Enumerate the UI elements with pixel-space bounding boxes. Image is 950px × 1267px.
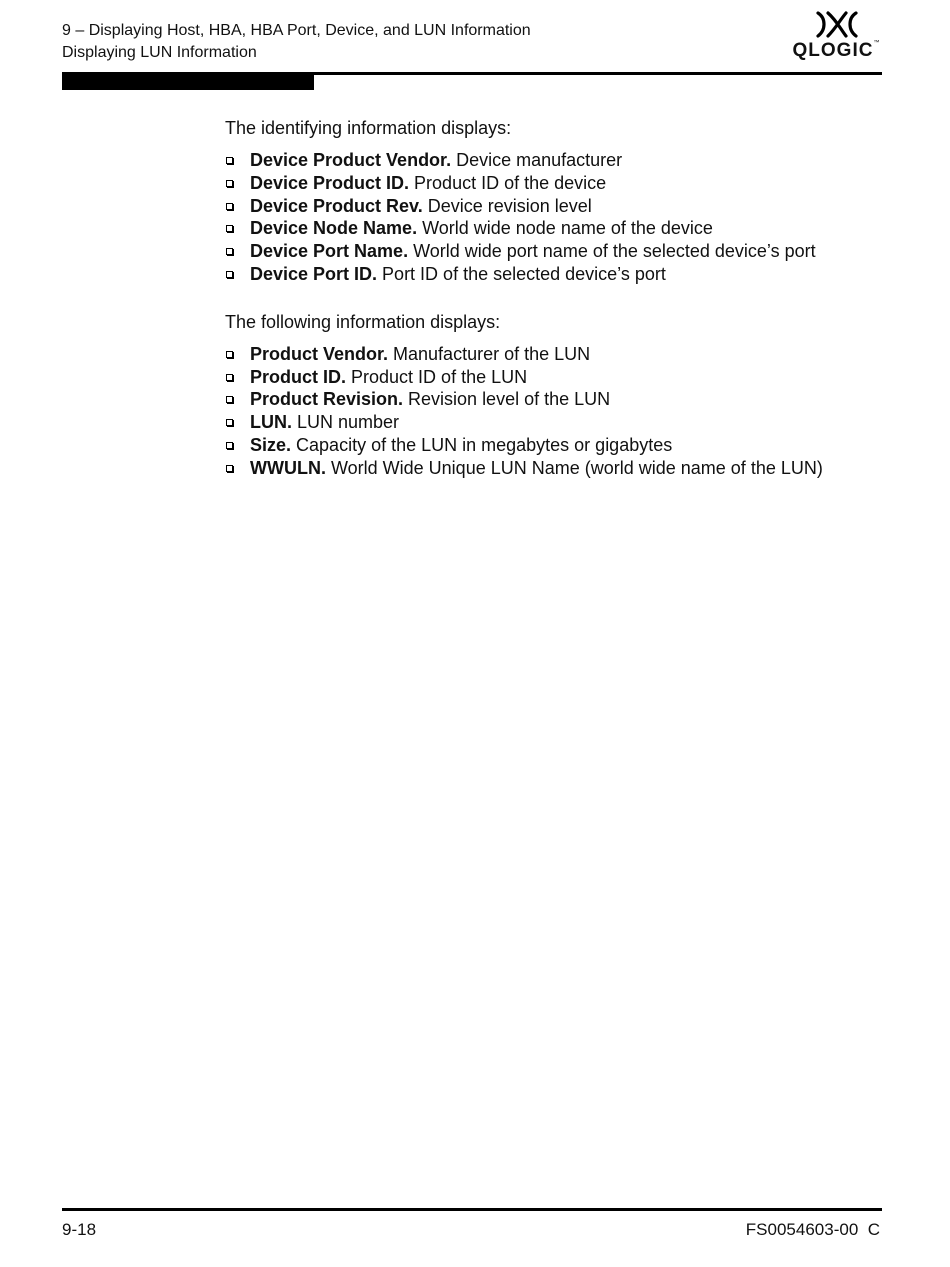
list-item: Device Product Vendor. Device manufacturer (225, 149, 885, 172)
checkbox-bullet-icon (226, 271, 233, 278)
checkbox-bullet-icon (226, 180, 233, 187)
list-item: Product Vendor. Manufacturer of the LUN (225, 343, 885, 366)
list-item: Device Product ID. Product ID of the device (225, 172, 885, 195)
checkbox-bullet-icon (226, 248, 233, 255)
identifying-info-list (225, 149, 885, 286)
list-item: LUN. LUN number (225, 411, 885, 434)
checkbox-bullet-icon (226, 419, 233, 426)
page-content (225, 116, 885, 480)
list-item: Product ID. Product ID of the LUN (225, 366, 885, 389)
checkbox-bullet-icon (226, 225, 233, 232)
footer-rule (62, 1208, 882, 1211)
list-item: Device Product Rev. Device revision level (225, 195, 885, 218)
intro-identifying: The identifying information displays: (225, 118, 512, 138)
checkbox-bullet-icon (226, 351, 233, 358)
list-item: Device Node Name. World wide node name of the device (225, 217, 885, 240)
list-item: WWULN. World Wide Unique LUN Name (world wide name of the LUN) (225, 457, 885, 480)
checkbox-bullet-icon (226, 465, 233, 472)
document-id: FS0054603-00 C (745, 1220, 880, 1239)
list-item: Product Revision. Revision level of the LUN (225, 388, 885, 411)
chapter-title: 9 – Displaying Host, HBA, HBA Port, Device, and LUN Information (62, 22, 531, 39)
list-item: Device Port ID. Port ID of the selected device’s port (225, 263, 885, 286)
checkbox-bullet-icon (226, 442, 233, 449)
checkbox-bullet-icon (226, 396, 233, 403)
checkbox-bullet-icon (226, 374, 233, 381)
checkbox-bullet-icon (226, 157, 233, 164)
lun-info-list (225, 343, 885, 480)
page-number: 9-18 (62, 1220, 97, 1239)
checkbox-bullet-icon (226, 203, 233, 210)
list-item: Size. Capacity of the LUN in megabytes or gigabytes (225, 434, 885, 457)
logo-wordmark: QLOGIC™ (792, 40, 880, 61)
qlogic-logo-icon (790, 10, 882, 40)
section-title: Displaying LUN Information (62, 44, 257, 61)
header-bar (62, 75, 314, 90)
intro-following: The following information displays: (225, 311, 501, 332)
running-header (62, 20, 531, 64)
list-item: Device Port Name. World wide port name of the selected device’s port (225, 240, 885, 263)
qlogic-logo (790, 10, 882, 64)
